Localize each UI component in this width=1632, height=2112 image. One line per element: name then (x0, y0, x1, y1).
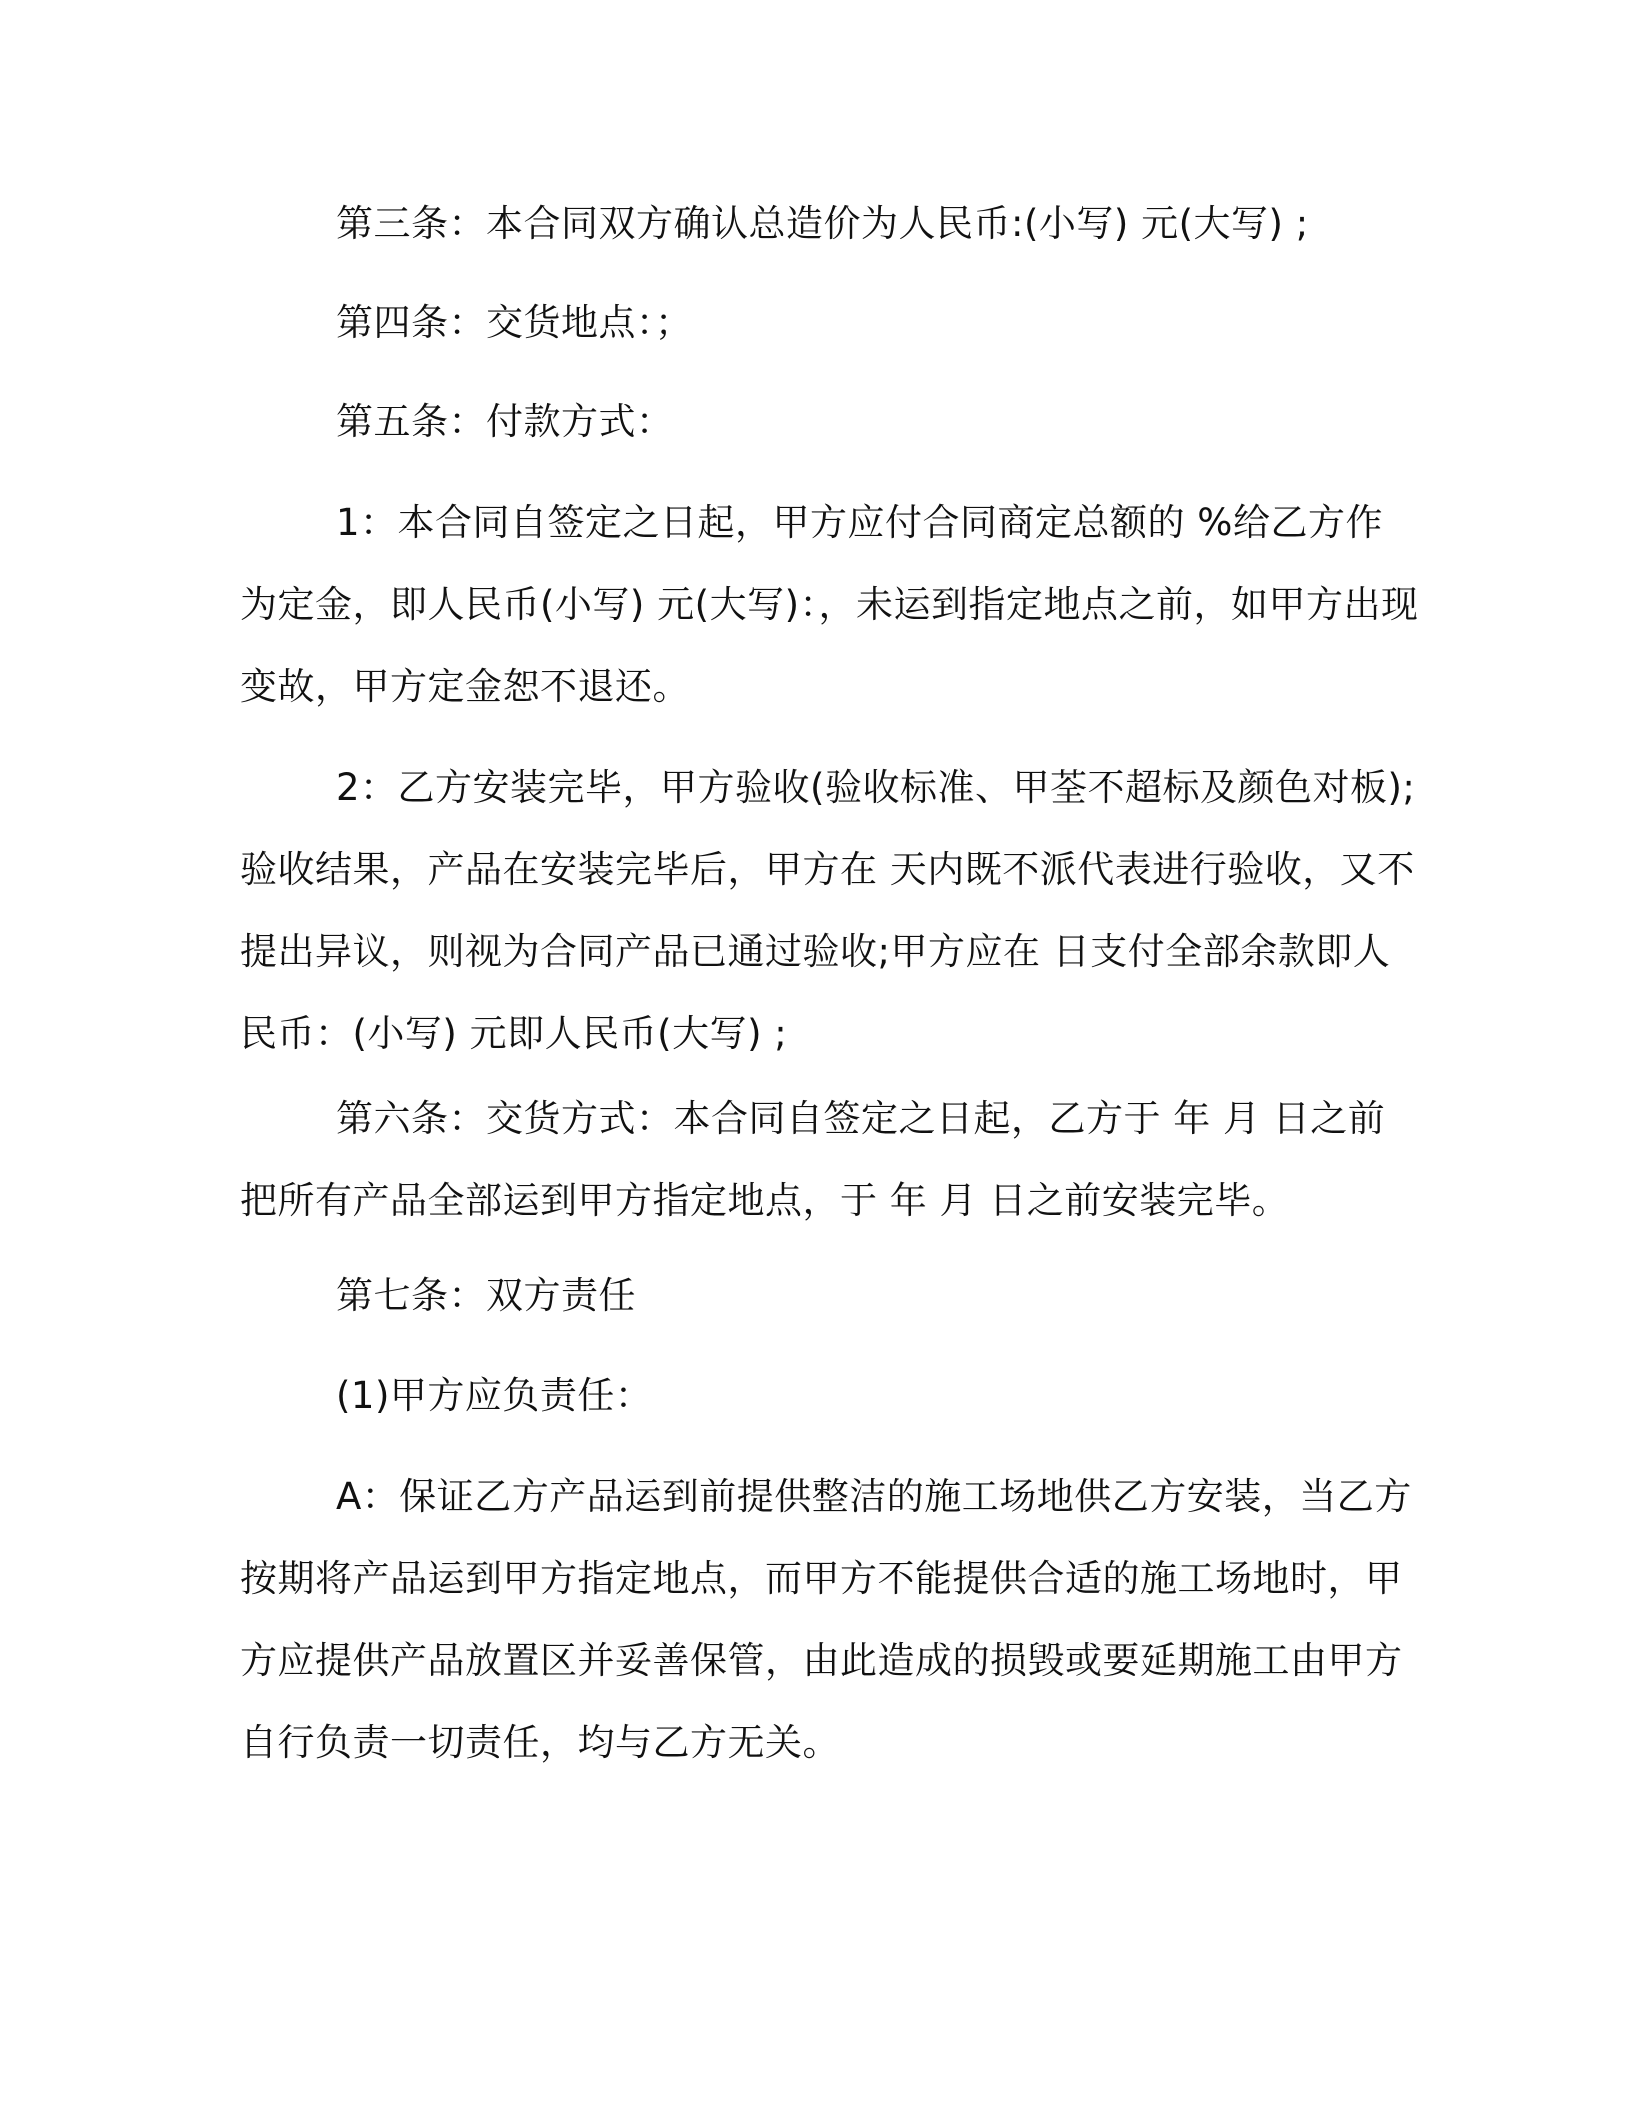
clause-5-item-2-acceptance: 2：乙方安装完毕，甲方验收(验收标准、甲荃不超标及颜色对板);验收结果，产品在安装完毕后，甲方在 天内既不派代表进行验收，又不提出异议，则视为合同产品已通过验收;甲方应在 日支付全部余款即人民币：(小写) 元即人民币(大写) ; (240, 766, 1416, 1055)
clause-3-total-price: 第三条：本合同双方确认总造价为人民币:(小写) 元(大写) ; (336, 202, 1309, 245)
clause-4-delivery-location: 第四条：交货地点：； (336, 301, 693, 344)
clause-5-item-1-deposit: 1：本合同自签定之日起，甲方应付合同商定总额的 %给乙方作为定金，即人民币(小写) 元(大写)：，未运到指定地点之前，如甲方出现变故，甲方定金恕不退还。 (240, 501, 1419, 708)
party-a-responsibility-a: A：保证乙方产品运到前提供整洁的施工场地供乙方安装，当乙方按期将产品运到甲方指定地点，而甲方不能提供合适的施工场地时，甲方应提供产品放置区并妥善保管，由此造成的损毁或要延期施工由甲方自行负责一切责任，均与乙方无关。 (240, 1475, 1412, 1764)
party-a-responsibilities-heading: (1)甲方应负责任： (336, 1374, 653, 1417)
clause-7-responsibilities: 第七条：双方责任 (336, 1274, 636, 1317)
clause-6-delivery-method: 第六条：交货方式：本合同自签定之日起，乙方于 年 月 日之前把所有产品全部运到甲方指定地点，于 年 月 日之前安装完毕。 (240, 1097, 1386, 1222)
clause-5-payment-method: 第五条：付款方式： (336, 400, 674, 443)
